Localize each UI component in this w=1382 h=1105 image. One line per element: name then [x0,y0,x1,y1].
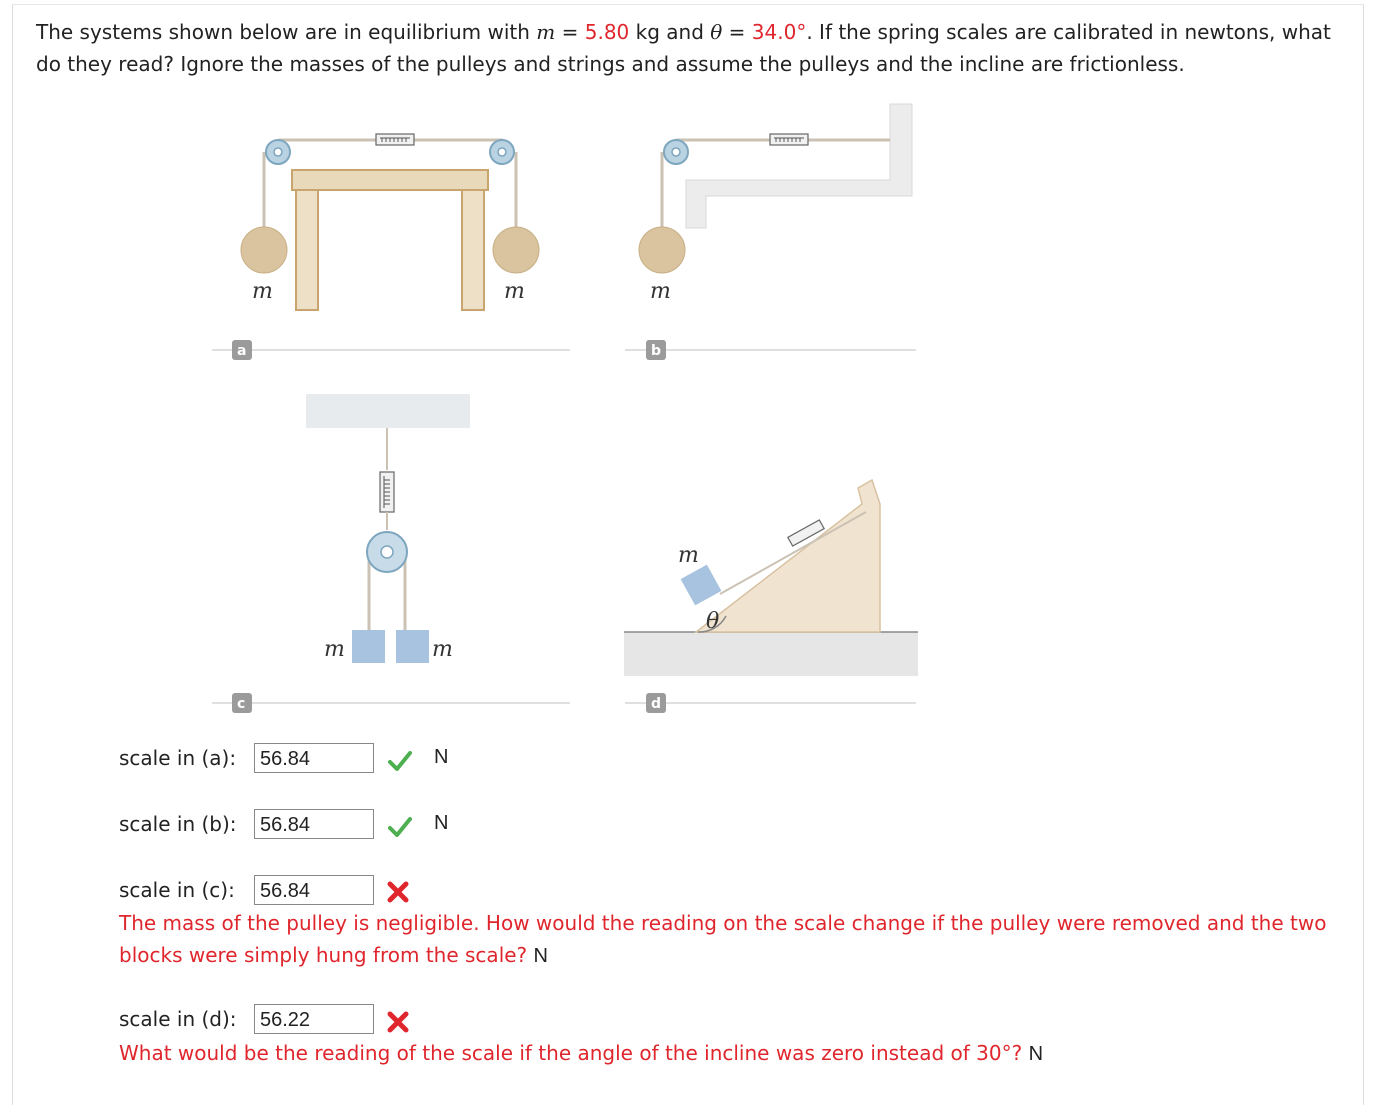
answer-label-b: scale in (b): [119,812,237,836]
answer-input-d[interactable]: 56.22 [254,1004,374,1034]
problem-text-1: The systems shown below are in equilibrium with [36,20,537,44]
panel-b-tag [646,340,666,360]
svg-text:d: d [651,696,662,712]
mass-label-b: m [650,279,671,304]
feedback-d [119,1037,1349,1070]
unit-c: N [533,945,548,967]
panel-d-tag [646,693,666,713]
mass-label-d: m [678,543,699,568]
problem-statement [36,16,1356,80]
answer-label-a: scale in (a): [119,746,237,770]
answer-label-c: scale in (c): [119,878,235,902]
unit-b: N [434,812,449,834]
answer-input-b[interactable]: 56.84 [254,809,374,839]
panel-a-tag [232,340,252,360]
feedback-c [119,907,1349,972]
unit-d: N [1028,1043,1044,1065]
panel-d-diagram [624,480,918,676]
feedback-text-c: The mass of the pulley is negligible. How would the reading on the scale change if the pulley were removed and the two blocks were simply hung from the scale? [119,911,1327,967]
mass-value: 5.80 [584,20,630,44]
mass-label-c-right: m [432,637,453,662]
svg-text:b: b [651,343,662,359]
answer-label-d: scale in (d): [119,1007,237,1031]
answer-input-c[interactable]: 56.84 [254,875,374,905]
panel-c-diagram [306,394,470,663]
cross-icon [385,879,411,905]
panel-b-diagram [639,104,912,273]
cross-icon [385,1009,411,1035]
theta-label-d: θ [706,609,720,634]
check-icon [387,814,413,840]
answer-row-b [119,808,237,840]
mass-unit: kg and [629,20,711,44]
mass-label-c-left: m [324,637,345,662]
feedback-text-d: What would be the reading of the scale if the angle of the incline was zero instead of 30°? [119,1041,1023,1065]
check-icon [387,748,413,774]
answer-input-a[interactable]: 56.84 [254,743,374,773]
figure-svg [200,100,930,715]
equals-1: = [555,20,585,44]
mass-label-a-left: m [252,279,273,304]
answer-row-a [119,742,236,774]
problem-text-2: . If the spring scales are calibrated in newtons, what do they read? Ignore the masses of the pulleys and strings and assume the pulleys and the incline are frictionless. [36,20,1331,76]
unit-a: N [434,746,449,768]
svg-text:c: c [237,696,246,712]
panel-c-tag [232,693,252,713]
equals-2: = [722,20,752,44]
panel-a-diagram [241,134,539,310]
mass-label-a-right: m [504,279,525,304]
mass-symbol: m [536,20,556,44]
theta-symbol: θ [710,20,723,44]
answer-row-c [119,874,235,906]
figure [200,100,930,715]
answer-row-d [119,1003,237,1035]
angle-value: 34.0° [751,20,807,44]
svg-text:a: a [237,343,247,359]
